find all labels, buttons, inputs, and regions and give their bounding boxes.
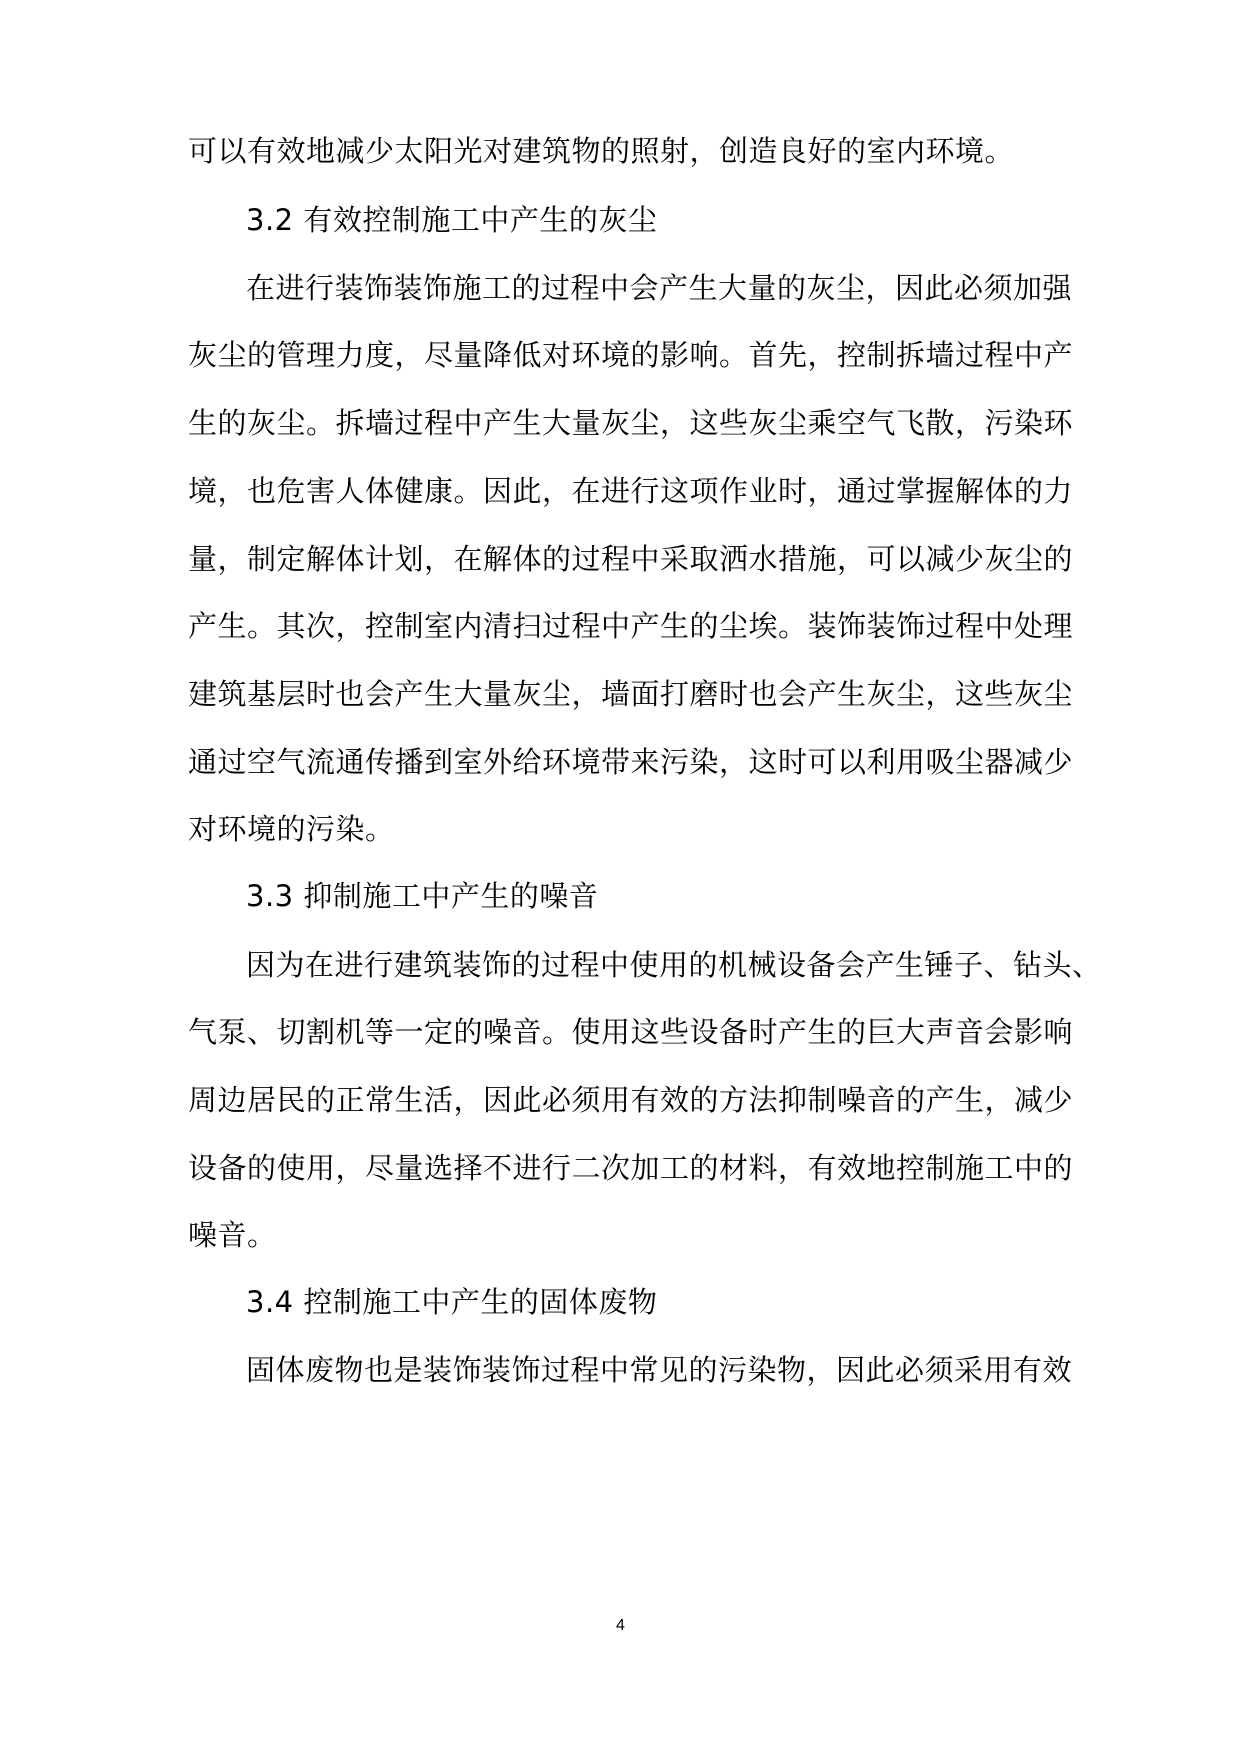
section-heading-3-4: 3.4 控制施工中产生的固体废物	[246, 1285, 658, 1319]
section-heading-3-2: 3.2 有效控制施工中产生的灰尘	[246, 203, 658, 237]
body-text-line: 量，制定解体计划，在解体的过程中采取洒水措施，可以减少灰尘的	[188, 542, 1074, 576]
page-number: 4	[616, 1617, 625, 1634]
body-text-line: 周边居民的正常生活，因此必须用有效的方法抑制噪音的产生，减少	[188, 1083, 1074, 1117]
body-text-line: 噪音。	[188, 1218, 277, 1252]
body-text-line: 对环境的污染。	[188, 812, 395, 846]
body-text-line: 设备的使用，尽量选择不进行二次加工的材料，有效地控制施工中的	[188, 1151, 1074, 1185]
body-text-line: 通过空气流通传播到室外给环境带来污染，这时可以利用吸尘器减少	[188, 745, 1074, 779]
section-heading-3-3: 3.3 抑制施工中产生的噪音	[246, 879, 599, 913]
body-text-line: 建筑基层时也会产生大量灰尘，墙面打磨时也会产生灰尘，这些灰尘	[188, 677, 1074, 711]
body-text-line: 境，也危害人体健康。因此，在进行这项作业时，通过掌握解体的力	[188, 474, 1074, 508]
body-text-line: 固体废物也是装饰装饰过程中常见的污染物，因此必须采用有效	[246, 1353, 1073, 1387]
body-text-line: 因为在进行建筑装饰的过程中使用的机械设备会产生锤子、钻头、	[246, 948, 1102, 982]
body-text-line: 在进行装饰装饰施工的过程中会产生大量的灰尘，因此必须加强	[246, 271, 1073, 305]
body-text-line: 生的灰尘。拆墙过程中产生大量灰尘，这些灰尘乘空气飞散，污染环	[188, 406, 1074, 440]
body-text-line: 灰尘的管理力度，尽量降低对环境的影响。首先，控制拆墙过程中产	[188, 338, 1074, 372]
body-text-line: 产生。其次，控制室内清扫过程中产生的尘埃。装饰装饰过程中处理	[188, 609, 1074, 643]
body-text-line: 气泵、切割机等一定的噪音。使用这些设备时产生的巨大声音会影响	[188, 1015, 1074, 1049]
body-text-line: 可以有效地减少太阳光对建筑物的照射，创造良好的室内环境。	[188, 134, 1015, 168]
